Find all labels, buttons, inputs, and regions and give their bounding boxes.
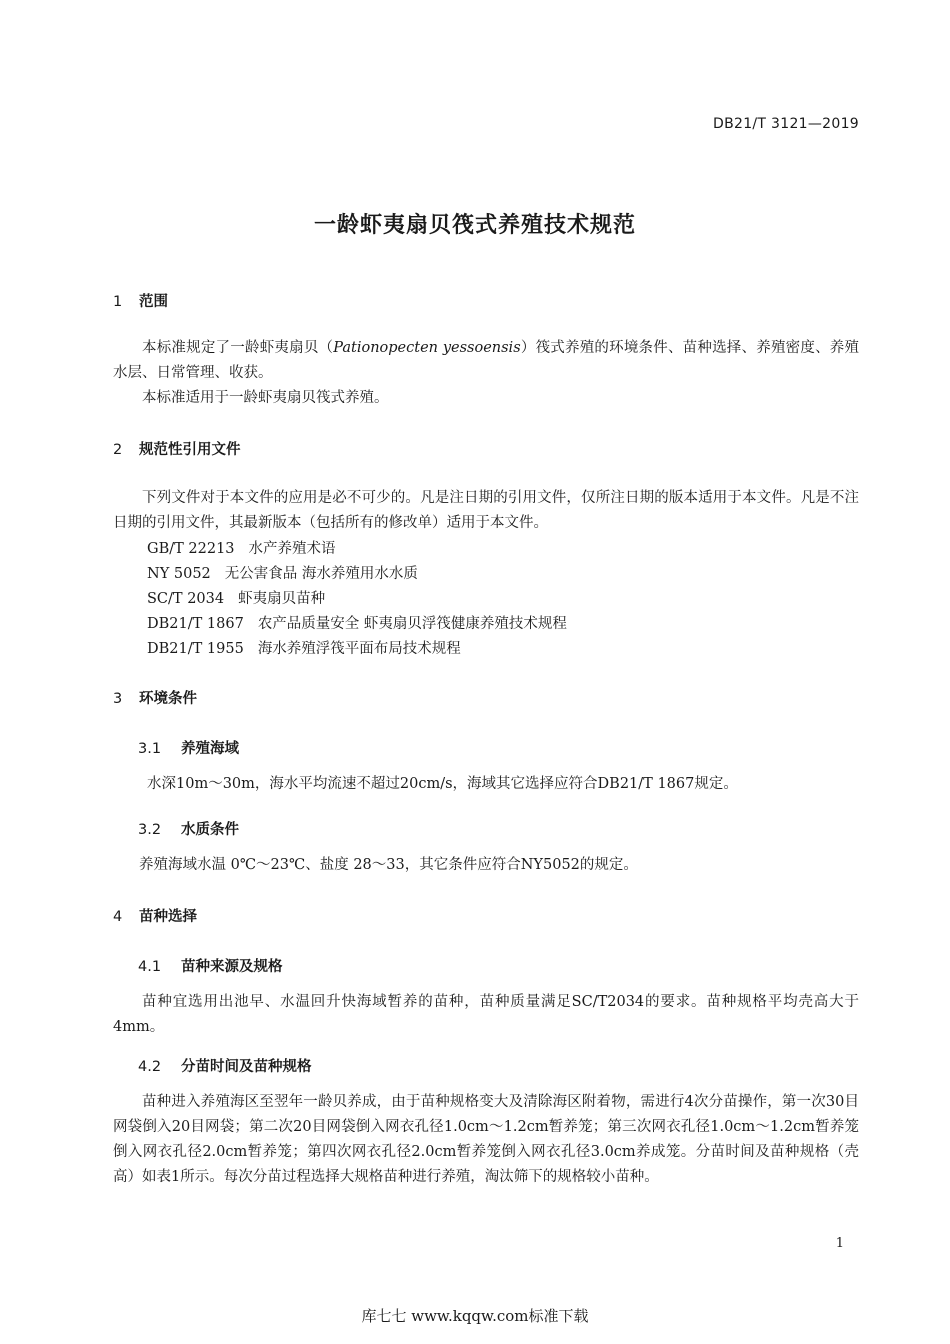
section-number: 2 [113,442,123,458]
reference-name: 海水养殖浮筏平面布局技术规程 [257,641,461,657]
reference-name: 农产品质量安全 虾夷扇贝浮筏健康养殖技术规程 [257,616,567,632]
page-number: 1 [835,1236,844,1251]
subsection-3-1-heading [138,737,239,758]
section-number: 4 [113,909,123,925]
reference-item [147,612,567,633]
section-1-paragraph-1 [113,336,859,386]
subsection-number: 3.2 [138,822,162,838]
reference-name: 水产养殖术语 [248,541,336,557]
subsection-title: 水质条件 [181,822,239,838]
subsection-3-2-text: 养殖海域水温 0℃～23℃、盐度 28～33，其它条件应符合NY5052的规定。 [139,857,638,873]
section-2-heading [113,438,241,459]
reference-name: 虾夷扇贝苗种 [238,591,326,607]
reference-code: GB/T 22213 [147,541,235,557]
reference-code: SC/T 2034 [147,591,225,607]
subsection-4-2-heading [138,1055,312,1076]
reference-item [147,562,418,583]
site-footer: 库七七 www.kqqw.com标准下载 [361,1307,589,1325]
subsection-number: 4.1 [138,959,162,975]
subsection-4-1-heading [138,955,283,976]
reference-item [147,637,461,658]
subsection-3-2-heading [138,818,239,839]
reference-code: DB21/T 1955 [147,641,244,657]
section-title: 环境条件 [139,691,197,707]
section-1-paragraph-2: 本标准适用于一龄虾夷扇贝筏式养殖。 [142,390,389,406]
reference-code: DB21/T 1867 [147,616,244,632]
subsection-4-1-text: 苗种宜选用出池早、水温回升快海域暂养的苗种，苗种质量满足SC/T2034的要求。苗种规格平均壳高大于4mm。 [113,994,859,1035]
section-number: 1 [113,294,123,310]
reference-code: NY 5052 [147,566,211,582]
section-title: 苗种选择 [139,909,197,925]
reference-name: 无公害食品 海水养殖用水水质 [224,566,418,582]
document-title: 一龄虾夷扇贝筏式养殖技术规范 [313,213,636,238]
section-title: 范围 [139,294,168,310]
species-name: Pationopecten yessoensis [333,340,521,356]
text-run: 本标准规定了一龄虾夷扇贝（ [142,340,334,356]
section-1-heading [113,290,168,311]
reference-item [147,537,336,558]
subsection-title: 养殖海域 [181,741,239,757]
standard-number: DB21/T 3121—2019 [713,116,859,132]
subsection-title: 苗种来源及规格 [181,959,283,975]
section-4-heading [113,905,197,926]
subsection-3-1-text: 水深10m～30m，海水平均流速不超过20cm/s，海域其它选择应符合DB21/T 1867规定。 [147,776,738,792]
subsection-number: 4.2 [138,1059,162,1075]
section-2-intro: 下列文件对于本文件的应用是必不可少的。凡是注日期的引用文件，仅所注日期的版本适用于本文件。凡是不注日期的引用文件，其最新版本（包括所有的修改单）适用于本文件。 [113,490,859,531]
subsection-4-2-text: 苗种进入养殖海区至翌年一龄贝养成，由于苗种规格变大及清除海区附着物，需进行4次分苗操作，第一次30目网袋倒入20目网袋；第二次20目网袋倒入网衣孔径1.0cm～1.2cm暂养笼；第三次网衣孔径1.0cm～1.2cm暂养笼倒入网衣孔径2.0cm暂养笼；第四次网衣孔径2.0cm暂养笼倒入网衣孔径3.0cm养成笼。分苗时间及苗种规格（壳高）如表1所示。每次分苗过程选择大规格苗种进行养殖，淘汰筛下的规格较小苗种。 [113,1094,859,1185]
subsection-number: 3.1 [138,741,162,757]
subsection-title: 分苗时间及苗种规格 [181,1059,312,1075]
section-title: 规范性引用文件 [139,442,241,458]
reference-item [147,587,325,608]
section-number: 3 [113,691,123,707]
text-run: ）筏式养殖的环境条件、苗种选择、养殖密度、养殖水层、日常管理、收获。 [113,340,859,381]
section-3-heading [113,687,197,708]
